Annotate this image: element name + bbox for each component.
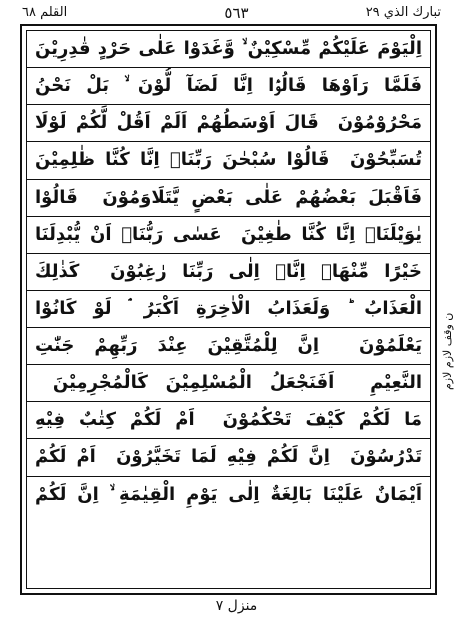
text-line: فَاَقْبَلَ بَعْضُهُمْ عَلٰى بَعْضٍ يَّتَلَاوَمُوْنَ ‏ قَالُوْا xyxy=(27,180,430,217)
text-line: النَّعِيْمِ ‏ اَفَنَجْعَلُ الْمُسْلِمِيْنَ كَالْمُجْرِمِيْنَ ‏ xyxy=(27,365,430,402)
text-line: يٰوَيْلَنَاۤ اِنَّا كُنَّا طٰغِيْنَ ‏ عَسٰى رَبُّنَاۤ اَنْ يُّبْدِلَنَا xyxy=(27,217,430,254)
header-juz-name: تبارك الذي ٢٩ xyxy=(365,5,441,20)
footer-manzil: منزل ٧ xyxy=(215,598,258,614)
margin-note-top: ن وقف لازم xyxy=(441,312,454,368)
text-line: مَحْرُوْمُوْنَ ‏ قَالَ اَوْسَطُهُمْ اَلَمْ اَقُلْ لَّكُمْ لَوْلَا xyxy=(27,105,430,142)
text-line: اِلْيَوْمَ عَلَيْكُمْ مِّسْكِيْنٌ ۙ‏ وَّغَدَوْا عَلٰى حَرْدٍ قٰدِرِيْنَ xyxy=(27,31,430,68)
text-block xyxy=(27,31,430,588)
text-line: فَلَمَّا رَاَوْهَا قَالُوْۤا اِنَّا لَضَآ لُّوْنَ ۙ‏ بَلْ نَحْنُ xyxy=(27,68,430,105)
text-line: تَدْرُسُوْنَ ‏ اِنَّ لَكُمْ فِيْهِ لَمَا تَخَيَّرُوْنَ ‏ اَمْ لَكُمْ xyxy=(27,439,430,476)
text-line: اَيْمَانٌ عَلَيْنَا بَالِغَةٌ اِلٰى يَوْمِ الْقِيٰمَةِ ۙ اِنَّ لَكُمْ xyxy=(35,483,422,505)
text-line: خَيْرًا مِّنْهَاۤ اِنَّاۤ اِلٰى رَبِّنَا رٰغِبُوْنَ ‏ كَذٰلِكَ xyxy=(27,254,430,291)
header-surah-name: القلم ٦٨ xyxy=(22,5,68,20)
text-line: تُسَبِّحُوْنَ ‏ قَالُوْا سُبْحٰنَ رَبِّنَاۤ اِنَّا كُنَّا ظٰلِمِيْنَ xyxy=(27,142,430,179)
margin-note xyxy=(441,296,469,406)
margin-note-bottom: لازم xyxy=(441,371,454,390)
page-number: ٥٦٣ xyxy=(224,4,249,22)
text-line: الْعَذَابُ ؕ وَلَعَذَابُ الْاٰخِرَةِ اَكْبَرُ ۘ لَوْ كَانُوْا xyxy=(27,291,430,328)
text-line: يَعْلَمُوْنَ ‏ اِنَّ لِلْمُتَّقِيْنَ عِنْدَ رَبِّهِمْ جَنّٰتِ xyxy=(27,328,430,365)
text-line: مَا لَكُمْ كَيْفَ تَحْكُمُوْنَ ‏ اَمْ لَكُمْ كِتٰبٌ فِيْهِ xyxy=(27,402,430,439)
